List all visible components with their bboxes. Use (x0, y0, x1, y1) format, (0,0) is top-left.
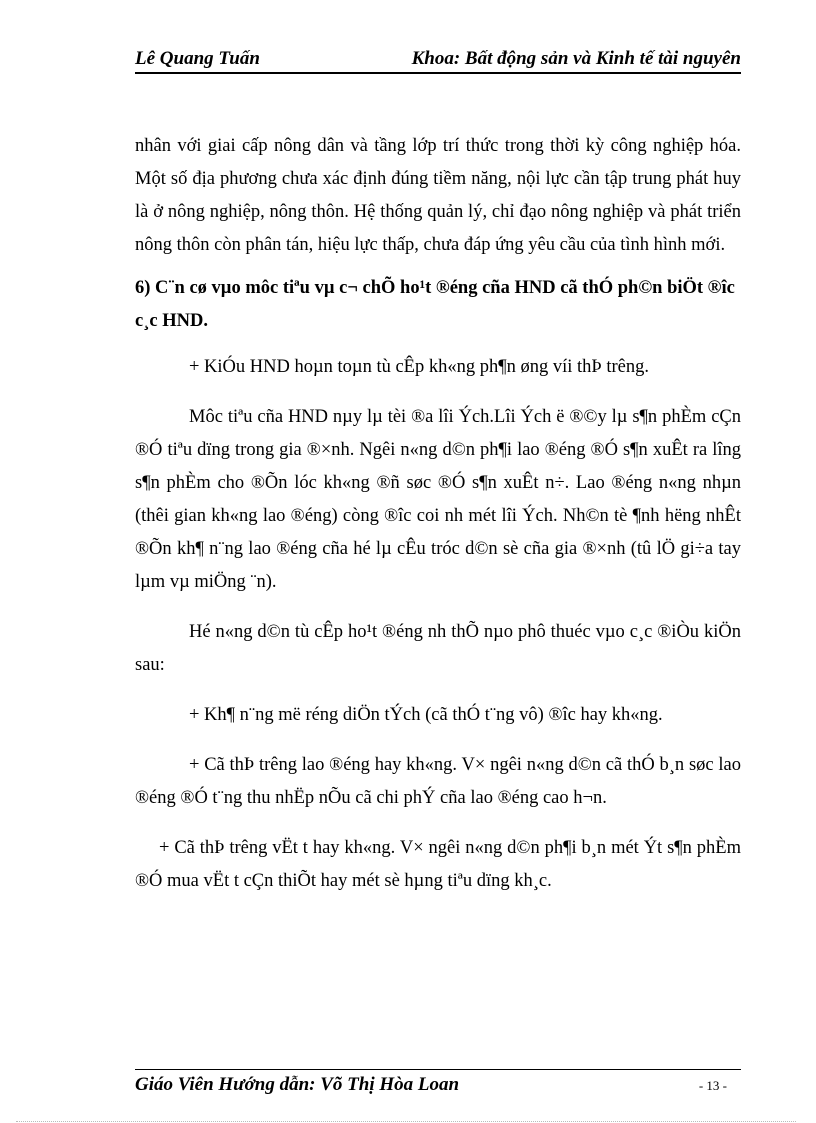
footer-advisor: Giáo Viên Hướng dẫn: Võ Thị Hòa Loan (135, 1074, 460, 1095)
page-number: - 13 - (698, 1078, 727, 1093)
paragraph-continued: nhân với giai cấp nông dân và tầng lớp trí thức trong thời kỳ công nghiệp hóa. Một số địa phương chưa xác định đúng tiềm năng, nội lực cần tập trung phát huy là ở nông nghiệp, nông thôn. Hệ thống quản lý, chỉ đạo nông nghiệp và phát triển nông thôn còn phân tán, hiệu lực thấp, chưa đáp ứng yêu cầu của tình hình mới. (135, 136, 741, 255)
bullet-input-market: + Cã thÞ trêng vËt t hay kh«ng. V× ngêi n«ng d©n ph¶i b¸n mét Ýt s¶n phÈm ®Ó mua vËt t cÇn thiÕt hay mét sè hµng tiªu dïng kh¸c. (135, 838, 741, 891)
header-faculty: Khoa: Bất động sản và Kinh tế tài nguyên (411, 48, 741, 69)
header-author: Lê Quang Tuấn (135, 48, 260, 69)
bullet-labor-market: + Cã thÞ trêng lao ®éng hay kh«ng. V× ngêi n«ng d©n cã thÓ b¸n søc lao ®éng ®Ó t¨ng thu nhËp nÕu cã chi phÝ cña lao ®éng cao h¬n. (135, 755, 741, 808)
page-edge-divider (16, 1121, 796, 1122)
section-heading: 6) C¨n cø vµo môc tiªu vµ c¬ chÕ ho¹t ®éng cña HND cã thÓ ph©n biÖt ®îc c¸c HND. (135, 278, 735, 331)
paragraph-conditions: Hé n«ng d©n tù cÊp ho¹t ®éng nh thÕ nµo phô thuéc vµo c¸c ®iÒu kiÖn sau: (135, 622, 741, 675)
page-body (135, 130, 741, 898)
page-footer (135, 1069, 741, 1100)
paragraph-objective: Môc tiªu cña HND nµy lµ tèi ®a lîi Ých.Lîi Ých ë ®©y lµ s¶n phÈm cÇn ®Ó tiªu dïng trong gia ®×nh. Ngêi n«ng d©n ph¶i lao ®éng ®Ó s¶n xuÊt ra lîng s¶n phÈm cho ®Õn lóc kh«ng ®ñ søc ®Ó s¶n xuÊt n÷. Lao ®éng n«ng nhµn (thêi gian kh«ng lao ®éng) còng ®îc coi nh mét lîi Ých. Nh©n tè ¶nh hëng nhÊt ®Õn kh¶ n¨ng lao ®éng cña hé lµ cÊu tróc d©n sè cña gia ®×nh (tû lÖ gi÷a tay lµm vµ miÖng ¨n). (135, 407, 741, 592)
bullet-land-expansion: + Kh¶ n¨ng më réng diÖn tÝch (cã thÓ t¨ng vô) ®îc hay kh«ng. (189, 705, 663, 725)
page-header (135, 46, 741, 74)
bullet-self-sufficient-household: + KiÓu HND hoµn toµn tù cÊp kh«ng ph¶n øng víi thÞ trêng. (189, 357, 649, 377)
